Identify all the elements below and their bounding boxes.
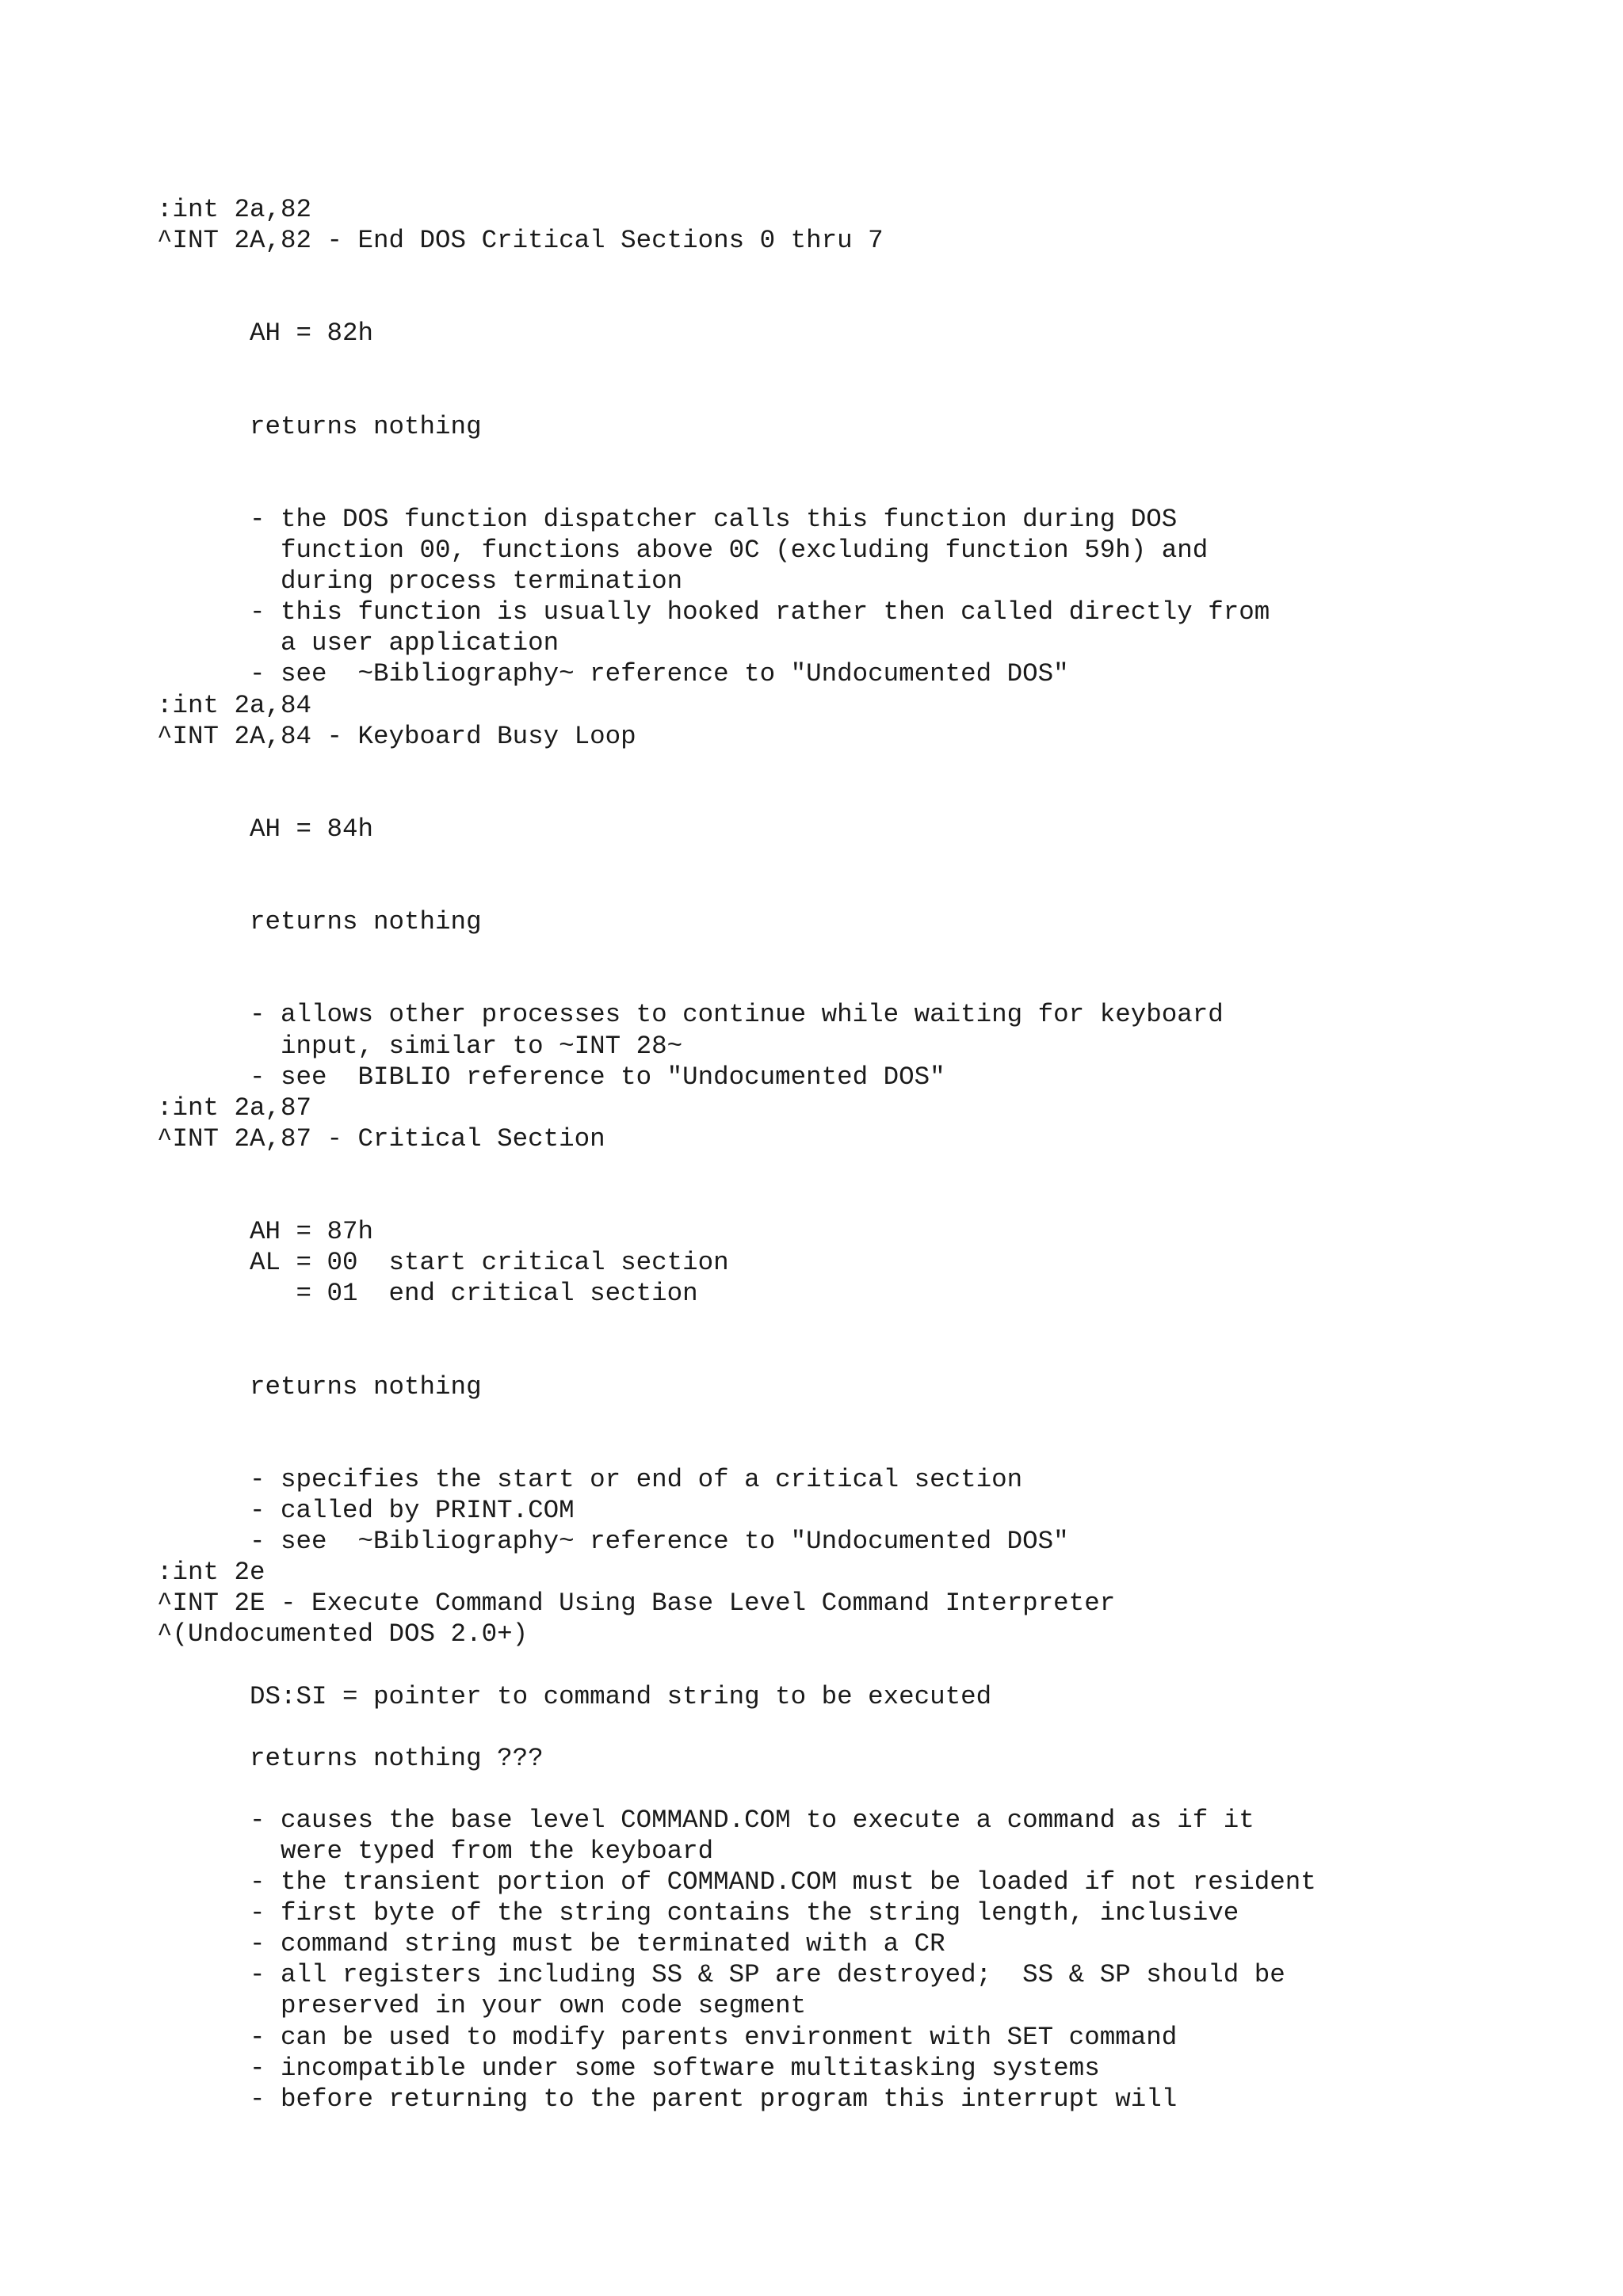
text-line <box>157 968 1316 999</box>
text-line: ^(Undocumented DOS 2.0+) <box>157 1619 529 1650</box>
text-line: - incompatible under some software multitasking systems <box>157 2053 1100 2083</box>
text-line <box>157 1650 1316 1680</box>
text-line: - command string must be terminated with a CR <box>157 1929 945 1959</box>
text-line: - before returning to the parent program this interrupt will <box>157 2084 1178 2114</box>
text-line <box>157 1154 1316 1185</box>
text-line: = 01 end critical section <box>157 1279 698 1309</box>
text-line: - see BIBLIO reference to "Undocumented DOS" <box>157 1062 945 1092</box>
text-line: - the transient portion of COMMAND.COM must be loaded if not resident <box>157 1867 1316 1897</box>
text-line: returns nothing <box>157 907 482 937</box>
text-line <box>157 875 1316 906</box>
text-line <box>157 1774 1316 1805</box>
text-line: returns nothing <box>157 411 482 441</box>
text-line <box>157 845 1316 875</box>
text-line: :int 2a,84 <box>157 690 312 720</box>
text-line: - all registers including SS & SP are destroyed; SS & SP should be <box>157 1960 1285 1990</box>
text-line: - called by PRINT.COM <box>157 1495 575 1525</box>
text-line: :int 2a,87 <box>157 1093 312 1123</box>
text-line <box>157 1340 1316 1371</box>
text-line <box>157 1185 1316 1216</box>
text-line: function 00, functions above 0C (excluding function 59h) and <box>157 536 1209 566</box>
text-line <box>157 1433 1316 1464</box>
text-line: AH = 82h <box>157 318 374 349</box>
text-line <box>157 1402 1316 1433</box>
text-line: during process termination <box>157 566 683 597</box>
text-line: - can be used to modify parents environment with SET command <box>157 2022 1178 2052</box>
text-line: - first byte of the string contains the string length, inclusive <box>157 1898 1239 1928</box>
text-line: - this function is usually hooked rather then called directly from <box>157 597 1270 627</box>
text-line <box>157 783 1316 814</box>
text-line: - the DOS function dispatcher calls this function during DOS <box>157 504 1178 534</box>
text-line: :int 2a,82 <box>157 195 312 224</box>
text-line: returns nothing <box>157 1371 482 1402</box>
text-line: were typed from the keyboard <box>157 1836 714 1866</box>
text-line <box>157 287 1316 318</box>
text-line: - see ~Bibliography~ reference to "Undocumented DOS" <box>157 659 1069 689</box>
text-line: a user application <box>157 628 559 658</box>
text-line: ^INT 2A,84 - Keyboard Busy Loop <box>157 721 636 751</box>
text-line <box>157 473 1316 504</box>
text-line: - allows other processes to continue while waiting for keyboard <box>157 1000 1224 1030</box>
text-line: input, similar to ~INT 28~ <box>157 1031 683 1061</box>
text-line: - see ~Bibliography~ reference to "Undocumented DOS" <box>157 1527 1069 1557</box>
text-line: AH = 87h <box>157 1217 374 1247</box>
text-line: DS:SI = pointer to command string to be executed <box>157 1681 992 1711</box>
text-line: ^INT 2A,82 - End DOS Critical Sections 0 thru 7 <box>157 226 884 256</box>
text-line: :int 2e <box>157 1558 265 1588</box>
text-line <box>157 1309 1316 1340</box>
text-line: ^INT 2E - Execute Command Using Base Level Command Interpreter <box>157 1589 1116 1619</box>
text-line <box>157 349 1316 379</box>
text-line <box>157 937 1316 968</box>
text-line: preserved in your own code segment <box>157 1991 807 2021</box>
text-line <box>157 1712 1316 1743</box>
text-line <box>157 256 1316 287</box>
text-line <box>157 380 1316 411</box>
document-text <box>157 194 1316 2115</box>
text-line: ^INT 2A,87 - Critical Section <box>157 1123 605 1154</box>
text-line <box>157 752 1316 783</box>
text-line: returns nothing ??? <box>157 1743 544 1773</box>
text-line: AL = 00 start critical section <box>157 1248 729 1278</box>
text-line: AH = 84h <box>157 814 374 844</box>
text-line: - causes the base level COMMAND.COM to execute a command as if it <box>157 1805 1254 1835</box>
text-line <box>157 442 1316 473</box>
text-line: - specifies the start or end of a critical section <box>157 1464 1023 1494</box>
